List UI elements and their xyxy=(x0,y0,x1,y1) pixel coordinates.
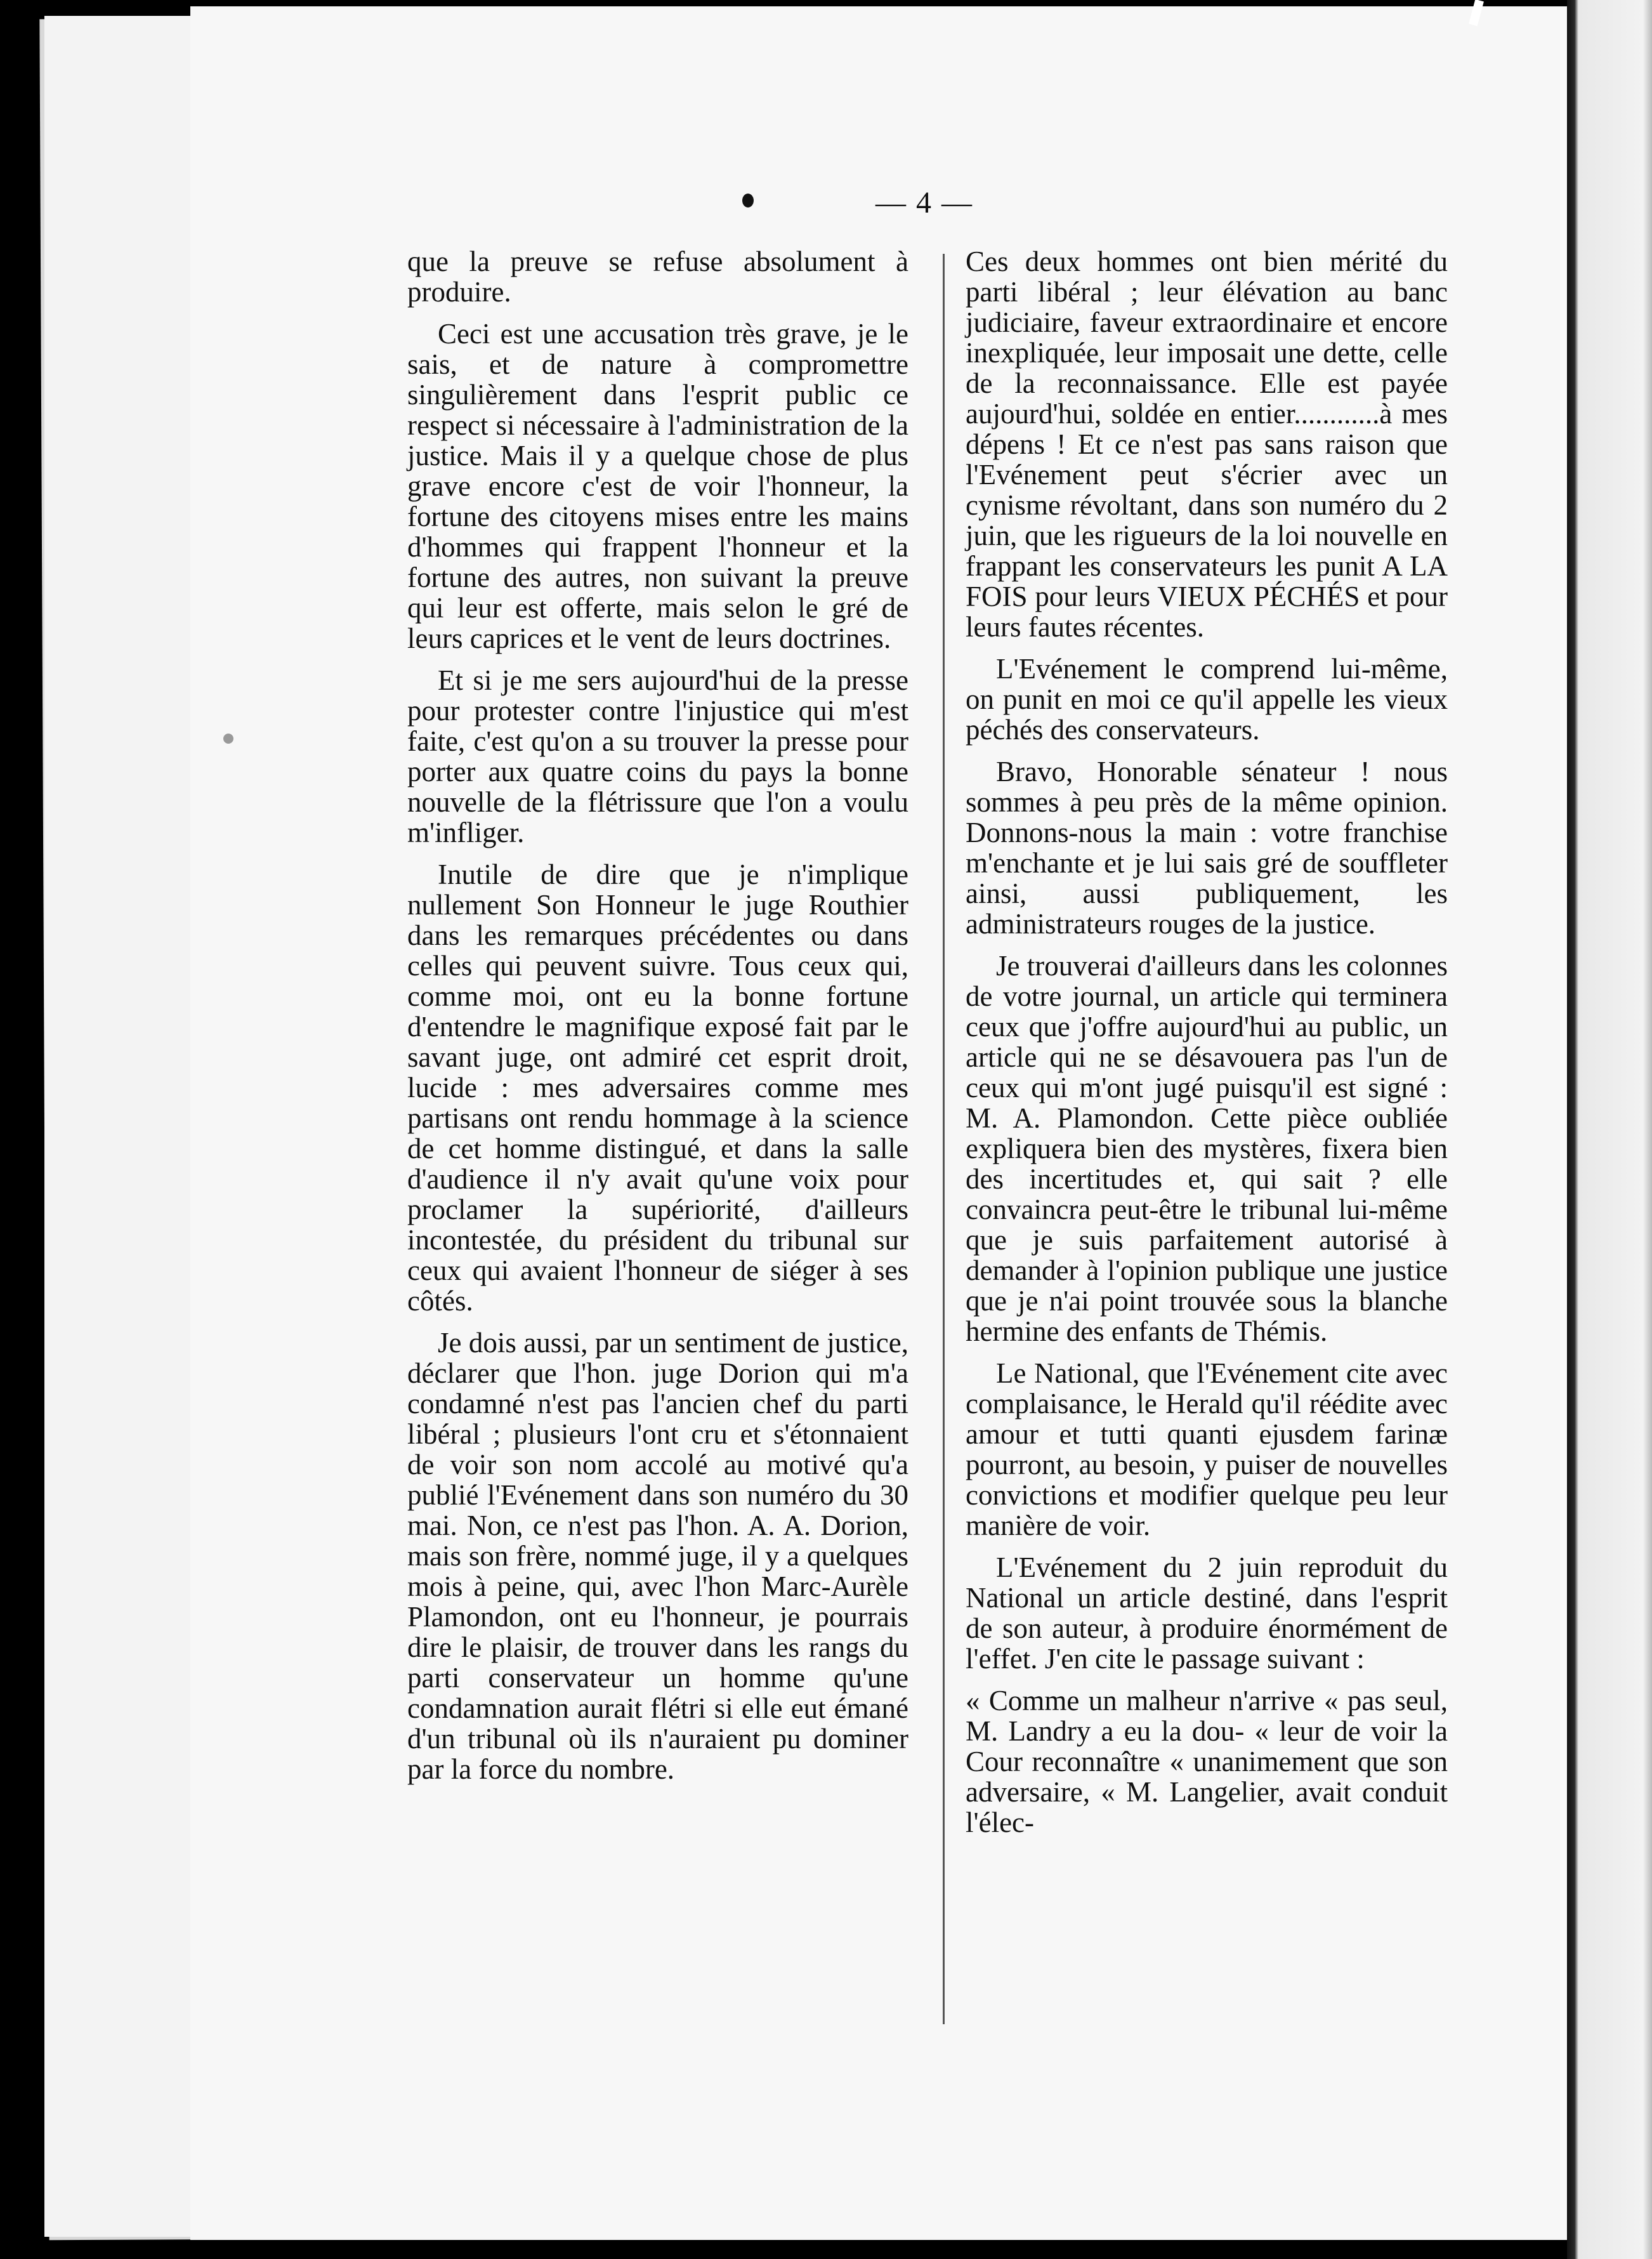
paragraph: Je trouverai d'ailleurs dans les colonnes de votre journal, un article qui terminera ceux que j'offre aujourd'hui au public, un article qui ne se désavouera pas l'un de ceux qui m'ont jugé puisqu'il est signé : M. A. Plamondon. Cette pièce oubliée expliquera bien des mystères, fixera bien des incertitudes et, qui sait ? elle convaincra peut-être le tribunal lui-même que je suis parfaitement autorisé à demander à l'opinion publique une justice que je n'ai point trouvée sous la blanche hermine des enfants de Thémis. xyxy=(966,950,1448,1347)
paragraph: L'Evénement le comprend lui-même, on punit en moi ce qu'il appelle les vieux péchés des conservateurs. xyxy=(966,653,1448,746)
paragraph: Inutile de dire que je n'implique nullement Son Honneur le juge Routhier dans les remarques précédentes ou dans celles qui peuvent suivre. Tous ceux qui, comme moi, ont eu la bonne fortune d'entendre le magnifique exposé fait par le savant juge, ont admiré cet esprit droit, lucide : mes adversaires comme mes partisans ont rendu hommage à la science de cet homme distingué, et dans la salle d'audience il n'y avait qu'une voix pour proclamer la supériorité, d'ailleurs incontestée, du président du tribunal sur ceux qui avaient l'honneur de siéger à ses côtés. xyxy=(407,859,908,1317)
paragraph: Je dois aussi, par un sentiment de justice, déclarer que l'hon. juge Dorion qui m'a condamné n'est pas l'ancien chef du parti libéral ; plusieurs l'ont cru et s'étonnaient de voir son nom accolé au motivé qu'a publié l'Evénement dans son numéro du 30 mai. Non, ce n'est pas l'hon. A. A. Dorion, mais son frère, nommé juge, il y a quelques mois à peine, qui, avec l'hon Marc-Aurèle Plamondon, ont eu l'honneur, je pourrais dire le plaisir, de trouver dans les rangs du parti conservateur un homme qu'une condamnation aurait flétri si elle eut émané d'un tribunal où ils n'auraient pu dominer par la force du nombre. xyxy=(407,1327,908,1785)
header-ornament xyxy=(742,194,754,207)
adjacent-page-edge xyxy=(1567,0,1652,2259)
page-left-margin xyxy=(44,16,190,2237)
dust-speck xyxy=(223,734,233,744)
paragraph: Le National, que l'Evénement cite avec complaisance, le Herald qu'il réédite avec amour et tutti quanti ejusdem farinæ pourront, au besoin, y puiser de nouvelles convictions et modifier quelque peu leur manière de voir. xyxy=(966,1357,1448,1541)
paragraph: L'Evénement du 2 juin reproduit du National un article destiné, dans l'esprit de son auteur, à produire énormément de l'effet. J'en cite le passage suivant : xyxy=(966,1551,1448,1675)
paragraph: Et si je me sers aujourd'hui de la presse pour protester contre l'injustice qui m'est faite, c'est qu'on a su trouver la presse pour porter aux quatre coins du pays la bonne nouvelle de la flétrissure que l'on a voulu m'infliger. xyxy=(407,664,908,848)
paragraph: que la preuve se refuse absolument à produire. xyxy=(407,246,908,308)
quoted-passage: « Comme un malheur n'arrive « pas seul, M. Landry a eu la dou- « leur de voir la Cour reconnaître « unanimement que son adversaire, « M. Langelier, avait conduit l'élec- xyxy=(966,1685,1448,1838)
column-divider xyxy=(943,254,945,2024)
paragraph: Ceci est une accusation très grave, je le sais, et de nature à compromettre singulièrement dans l'esprit public ce respect si nécessaire à l'administration de la justice. Mais il y a quelque chose de plus grave encore c'est de voir l'honneur, la fortune des citoyens mises entre les mains d'hommes qui frappent l'honneur et la fortune des autres, non suivant la preuve qui leur est offerte, mais selon le gré de leurs caprices et le vent de leurs doctrines. xyxy=(407,318,908,654)
left-column xyxy=(407,246,908,1796)
paragraph: Ces deux hommes ont bien mérité du parti libéral ; leur élévation au banc judiciaire, faveur extraordinaire et encore inexpliquée, leur imposait une dette, celle de la reconnaissance. Elle est payée aujourd'hui, soldée en entier............à mes dépens ! Et ce n'est pas sans raison que l'Evénement peut s'écrier avec un cynisme révoltant, dans son numéro du 2 juin, que les rigueurs de la loi nouvelle en frappant les conservateurs les punit A LA FOIS pour leurs VIEUX PÉCHÉS et pour leurs fautes récentes. xyxy=(966,246,1448,643)
page-number: — 4 — xyxy=(875,186,973,220)
paragraph: Bravo, Honorable sénateur ! nous sommes à peu près de la même opinion. Donnons-nous la main : votre franchise m'enchante et je lui sais gré de souffleter ainsi, aussi publiquement, les administrateurs rouges de la justice. xyxy=(966,756,1448,940)
right-column xyxy=(966,246,1448,1849)
